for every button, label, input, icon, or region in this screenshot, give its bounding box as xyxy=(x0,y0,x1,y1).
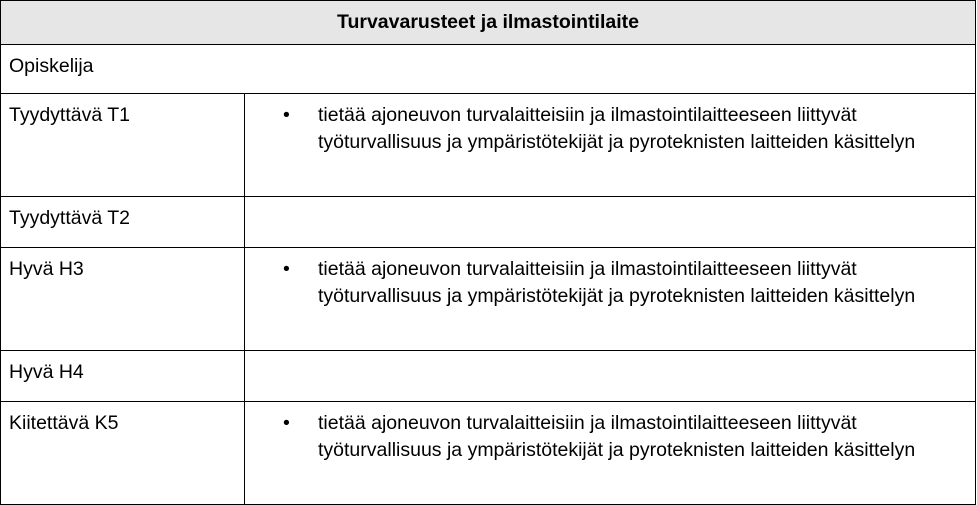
bullet-icon: • xyxy=(283,412,290,434)
criteria-text: tietää ajoneuvon turvalaitteisiin ja ilmastointilaitteeseen liittyvät työturvallisuus ja ympäristötekijät ja pyroteknisten laitteiden käsittelyn xyxy=(318,104,916,153)
grade-criteria xyxy=(245,248,976,351)
table-row xyxy=(1,94,976,197)
student-label: Opiskelija xyxy=(1,45,976,94)
list-item xyxy=(283,256,951,310)
criteria-list xyxy=(283,256,951,310)
criteria-text: tietää ajoneuvon turvalaitteisiin ja ilmastointilaitteeseen liittyvät työturvallisuus ja ympäristötekijät ja pyroteknisten laitteiden käsittelyn xyxy=(318,412,916,461)
grade-criteria xyxy=(245,197,976,248)
table-row xyxy=(1,402,976,505)
grade-label: Kiitettävä K5 xyxy=(1,402,245,505)
grade-criteria xyxy=(245,351,976,402)
grade-label: Hyvä H4 xyxy=(1,351,245,402)
grade-label: Tyydyttävä T2 xyxy=(1,197,245,248)
table-row xyxy=(1,197,976,248)
criteria-text: tietää ajoneuvon turvalaitteisiin ja ilmastointilaitteeseen liittyvät työturvallisuus ja ympäristötekijät ja pyroteknisten laitteiden käsittelyn xyxy=(318,258,916,307)
list-item xyxy=(283,102,951,156)
bullet-icon: • xyxy=(283,258,290,280)
list-item xyxy=(283,410,951,464)
criteria-list xyxy=(283,410,951,464)
bullet-icon: • xyxy=(283,104,290,126)
grade-label: Hyvä H3 xyxy=(1,248,245,351)
table-row xyxy=(1,248,976,351)
criteria-list xyxy=(283,102,951,156)
table-row xyxy=(1,351,976,402)
grade-label: Tyydyttävä T1 xyxy=(1,94,245,197)
grade-criteria xyxy=(245,402,976,505)
table-title: Turvavarusteet ja ilmastointilaite xyxy=(1,1,976,45)
grade-criteria xyxy=(245,94,976,197)
